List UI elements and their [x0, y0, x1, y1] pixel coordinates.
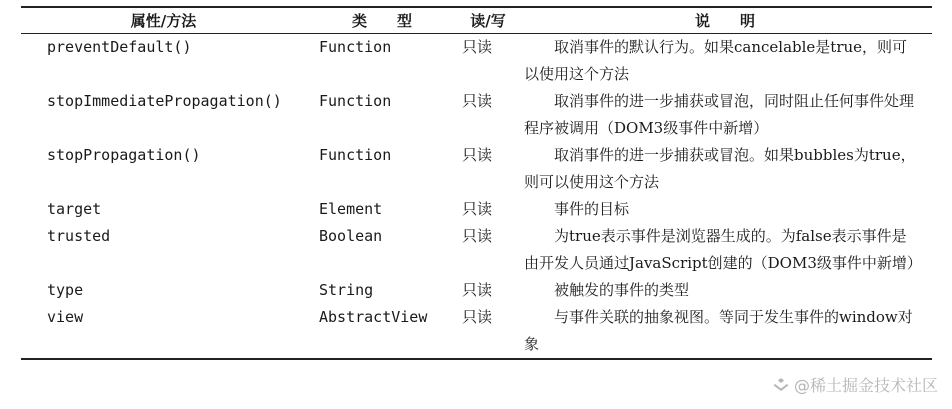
table-row: [21, 142, 932, 196]
row-type: Element: [319, 200, 383, 218]
row-type: Function: [319, 146, 392, 164]
row-desc-text: 取消事件的进一步捕获或冒泡，同时阻止任何事件处理程序被调用（DOM3级事件中新增）: [524, 92, 915, 137]
event-properties-table-wrapper: [21, 6, 932, 360]
row-desc: [518, 196, 932, 223]
table-row: [21, 304, 932, 359]
header-description: 说 明: [518, 7, 932, 34]
table-header-row: [21, 7, 932, 34]
row-type: Function: [319, 38, 392, 56]
event-properties-table: [21, 6, 932, 360]
row-desc-text: 取消事件的默认行为。如果cancelable是true，则可以使用这个方法: [524, 38, 908, 83]
row-name: view: [21, 304, 306, 359]
row-type: String: [319, 281, 374, 299]
watermark-text: @稀土掘金技术社区: [793, 376, 938, 395]
row-name: type: [47, 281, 84, 299]
row-rw: 只读: [458, 304, 518, 359]
header-type: 类 型: [306, 7, 458, 34]
row-rw: 只读: [462, 92, 493, 110]
header-read-write: 读/写: [458, 7, 518, 34]
header-property-method: 属性/方法: [21, 7, 306, 34]
row-name: preventDefault(): [47, 38, 192, 56]
row-desc: [518, 223, 932, 277]
row-rw: 只读: [462, 38, 493, 56]
row-desc-text: 为true表示事件是浏览器生成的。为false表示事件是由开发人员通过JavaScript创建的（DOM3级事件中新增）: [524, 227, 922, 272]
row-rw: 只读: [462, 227, 493, 245]
row-name: stopImmediatePropagation(): [47, 92, 282, 110]
row-desc: [518, 304, 932, 359]
row-type: Boolean: [319, 227, 383, 245]
table-row: [21, 34, 932, 89]
table-row: [21, 196, 932, 223]
row-desc-text: 取消事件的进一步捕获或冒泡。如果bubbles为true，则可以使用这个方法: [524, 146, 916, 191]
row-rw: 只读: [462, 281, 493, 299]
row-name: stopPropagation(): [47, 146, 201, 164]
row-rw: 只读: [462, 146, 493, 164]
juejin-watermark: [772, 373, 938, 396]
row-name: trusted: [47, 227, 111, 245]
row-desc: [518, 34, 932, 89]
row-desc: [518, 277, 932, 304]
row-desc-text: 事件的目标: [554, 200, 630, 218]
table-row: [21, 277, 932, 304]
juejin-logo-icon: [772, 376, 790, 394]
row-desc: [518, 142, 932, 196]
table-row: [21, 223, 932, 277]
row-desc-text: 被触发的事件的类型: [554, 281, 690, 299]
row-type: Function: [319, 92, 392, 110]
row-name: target: [47, 200, 102, 218]
row-type: AbstractView: [306, 304, 458, 359]
row-rw: 只读: [462, 200, 493, 218]
table-row: [21, 88, 932, 142]
row-desc: [518, 88, 932, 142]
row-desc-text: 与事件关联的抽象视图。等同于发生事件的window对象: [524, 308, 913, 353]
